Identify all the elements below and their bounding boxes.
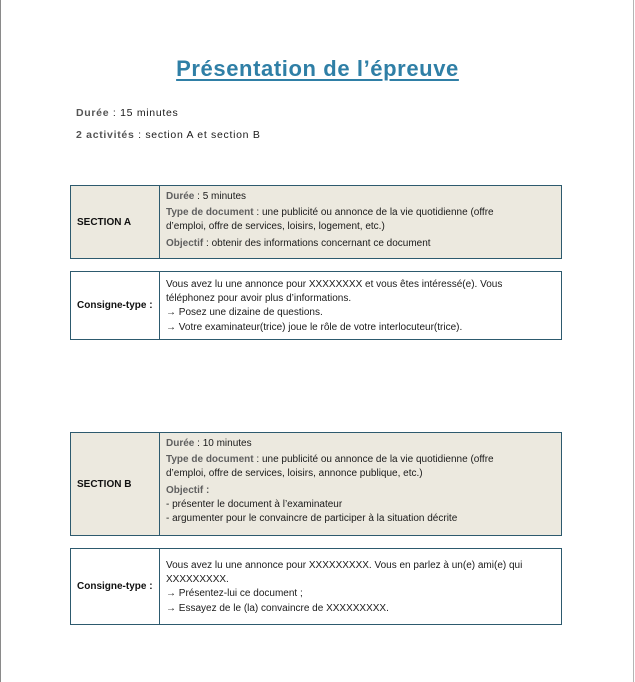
- section-b-box: [70, 432, 562, 536]
- activities-line: 2 activités : section A et section B: [76, 129, 261, 141]
- section-b-objective-line: - présenter le document à l’examinateur: [166, 498, 343, 510]
- consigne-b-line: XXXXXXXXX.: [166, 574, 229, 586]
- section-b-details: [160, 433, 561, 535]
- consigne-b-text: [160, 549, 561, 624]
- consigne-b-heading: Consigne-type :: [71, 549, 160, 624]
- section-b-doc-type: Type de document : une publicité ou annonce de la vie quotidienne (offre: [166, 454, 494, 466]
- consigne-b-box: [70, 548, 562, 625]
- page-edge-right: [633, 0, 634, 682]
- consigne-b-line: → Essayez de le (la) convaincre de XXXXXXXXX.: [166, 602, 389, 614]
- section-a-doc-type-cont: d’emploi, offre de services, loisirs, logement, etc.): [166, 221, 385, 233]
- consigne-a-line: → Posez une dizaine de questions.: [166, 307, 323, 319]
- consigne-a-text: [160, 272, 561, 339]
- consigne-a-heading: Consigne-type :: [71, 272, 160, 339]
- section-a-doc-type: Type de document : une publicité ou annonce de la vie quotidienne (offre: [166, 207, 494, 219]
- consigne-a-line: téléphonez pour avoir plus d’informations.: [166, 293, 352, 305]
- page-title: Présentation de l’épreuve: [176, 56, 459, 81]
- section-a-heading: SECTION A: [71, 186, 160, 258]
- consigne-b-line: Vous avez lu une annonce pour XXXXXXXXX. Vous en parlez à un(e) ami(e) qui: [166, 560, 523, 571]
- section-b-heading: SECTION B: [71, 433, 160, 535]
- section-b-duration: Durée : 10 minutes: [166, 438, 252, 449]
- section-a-objective: Objectif : obtenir des informations concernant ce document: [166, 237, 431, 249]
- section-a-box: [70, 185, 562, 259]
- consigne-a-box: [70, 271, 562, 340]
- section-a-details: [160, 186, 561, 258]
- consigne-b-line: → Présentez-lui ce document ;: [166, 588, 303, 600]
- consigne-a-line: Vous avez lu une annonce pour XXXXXXXX et vous êtes intéressé(e). Vous: [166, 279, 503, 290]
- consigne-a-line: → Votre examinateur(trice) joue le rôle de votre interlocuteur(trice).: [166, 321, 463, 333]
- page-edge-left: [0, 0, 1, 682]
- section-a-duration: Durée : 5 minutes: [166, 191, 247, 202]
- duration-line: Durée : 15 minutes: [76, 107, 179, 119]
- section-b-doc-type-cont: d’emploi, offre de services, loisirs, annonce publique, etc.): [166, 468, 423, 480]
- section-b-objective-label: Objectif :: [166, 484, 210, 496]
- section-b-objective-line: - argumenter pour le convaincre de participer à la situation décrite: [166, 513, 458, 525]
